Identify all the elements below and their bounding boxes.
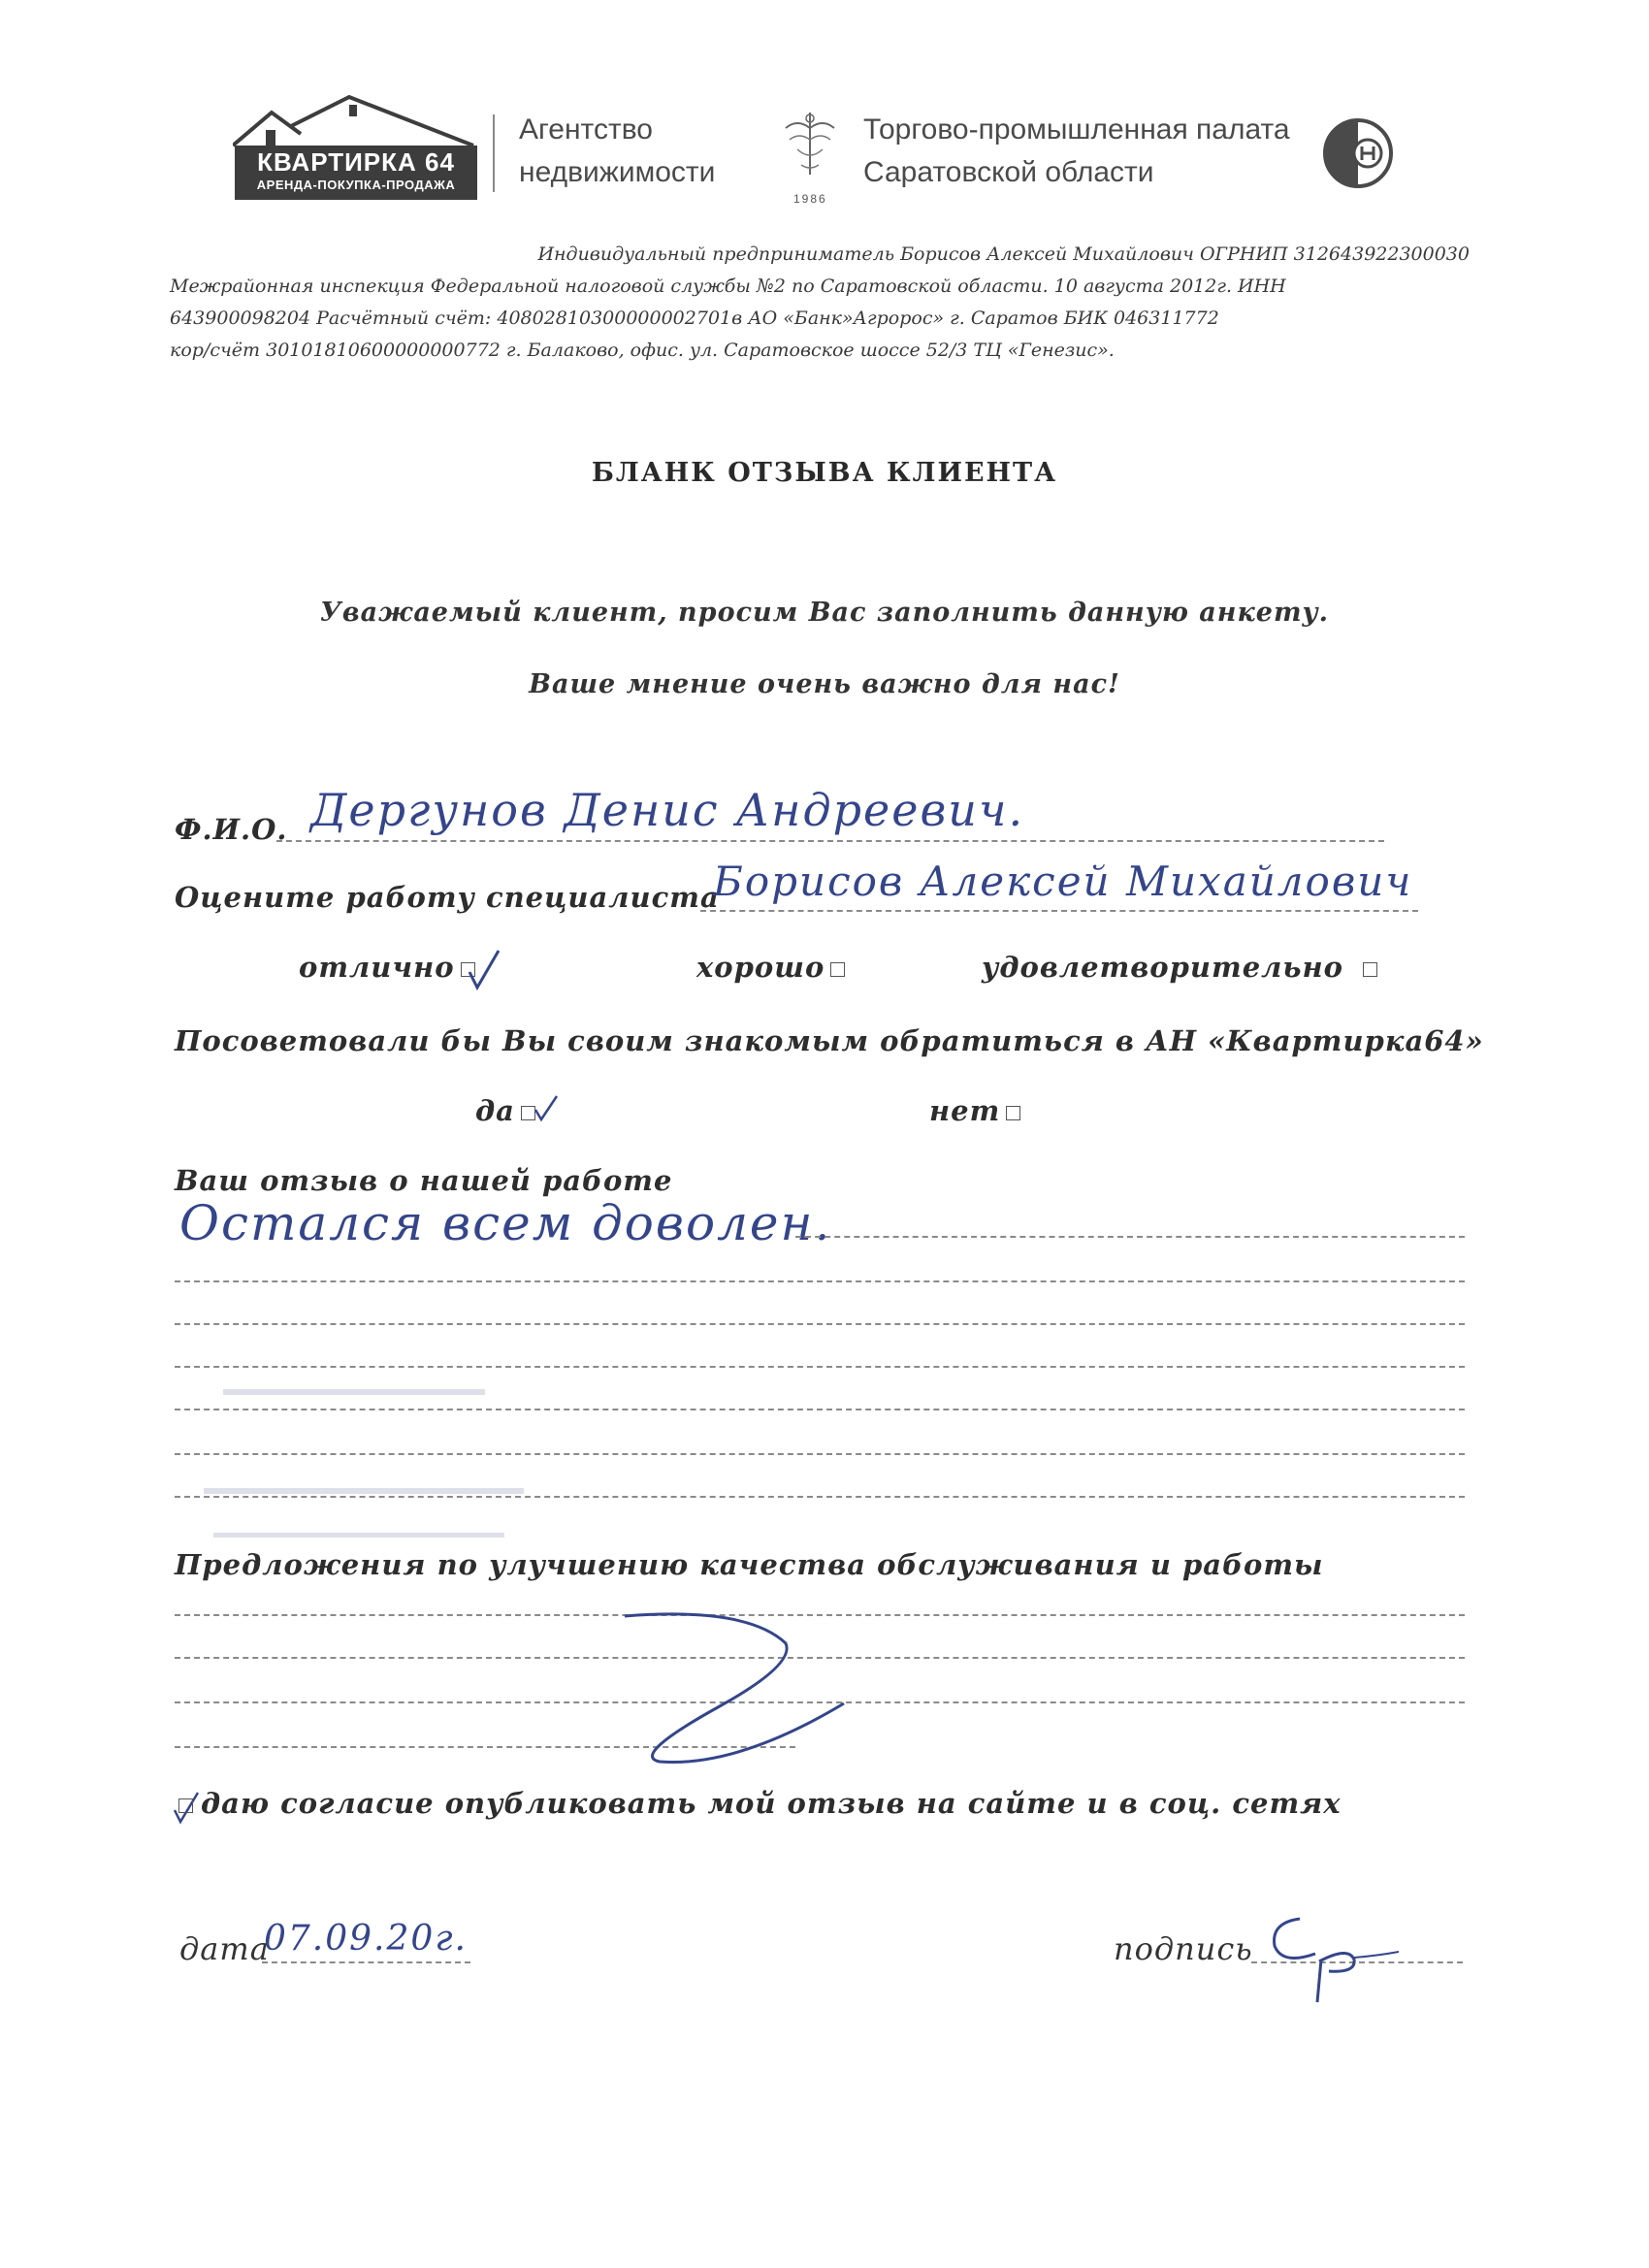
check-mark-icon bbox=[464, 949, 502, 991]
rate-option-good-label: хорошо bbox=[696, 951, 825, 984]
review-line-2 bbox=[175, 1280, 1465, 1282]
intro-line-1: Уважаемый клиент, просим Вас заполнить данную анкету. bbox=[319, 598, 1330, 628]
header-divider bbox=[493, 114, 495, 192]
date-label: дата bbox=[179, 1930, 270, 1967]
date-line bbox=[262, 1961, 470, 1963]
review-line-5 bbox=[175, 1409, 1465, 1410]
rate-line bbox=[700, 910, 1418, 912]
requisites-line-2: Межрайонная инспекция Федеральной налоговой службы №2 по Саратовской области. 10 августа 2012г. ИНН bbox=[170, 275, 1286, 297]
rate-option-satisfactory[interactable] bbox=[982, 951, 1377, 984]
check-mark-icon bbox=[532, 1094, 559, 1123]
rate-option-excellent[interactable] bbox=[299, 951, 475, 984]
signature-mark[interactable] bbox=[1261, 1901, 1406, 2008]
agency-line-2: недвижимости bbox=[519, 156, 716, 188]
recommend-option-yes[interactable] bbox=[475, 1094, 535, 1127]
chamber-name bbox=[863, 109, 1290, 194]
recommend-label: Посоветовали бы Вы своим знакомым обратиться в АН «Квартирка64» bbox=[175, 1024, 1484, 1057]
rate-label: Оцените работу специалиста bbox=[175, 881, 720, 914]
rate-option-satisfactory-checkbox[interactable] bbox=[1363, 962, 1377, 977]
bleed-through-smudge bbox=[204, 1488, 524, 1494]
consent-checkbox[interactable] bbox=[178, 1798, 193, 1813]
review-handwritten-value[interactable]: Остался всем доволен. bbox=[179, 1195, 832, 1251]
rate-handwritten-value[interactable]: Борисов Алексей Михайлович bbox=[713, 858, 1413, 905]
review-line-3 bbox=[175, 1323, 1465, 1325]
agency-name bbox=[519, 109, 715, 194]
review-line-4 bbox=[175, 1366, 1465, 1368]
strike-z-mark-icon bbox=[601, 1601, 863, 1775]
consent-checkbox-row[interactable] bbox=[178, 1787, 1342, 1820]
recommend-option-no[interactable] bbox=[929, 1094, 1020, 1127]
form-title: БЛАНК ОТЗЫВА КЛИЕНТА bbox=[591, 458, 1058, 488]
rate-option-good[interactable] bbox=[696, 951, 845, 984]
agency-line-1: Агентство bbox=[519, 113, 653, 146]
recommend-option-no-label: нет bbox=[929, 1094, 1001, 1127]
review-label: Ваш отзыв о нашей работе bbox=[175, 1164, 673, 1197]
review-line-1 bbox=[795, 1236, 1465, 1238]
signature-label: подпись bbox=[1114, 1930, 1253, 1967]
bleed-through-smudge bbox=[213, 1533, 504, 1538]
recommend-option-yes-label: да bbox=[475, 1094, 515, 1127]
requisites-line-3: 643900098204 Расчётный счёт: 40802810300000002701в АО «Банк»Агророс» г. Саратов БИК 046311772 bbox=[170, 308, 1219, 329]
chamber-year: 1986 bbox=[793, 192, 827, 206]
requisites bbox=[170, 239, 1470, 367]
review-line-6 bbox=[175, 1453, 1465, 1455]
intro-line-2: Ваше мнение очень важно для нас! bbox=[529, 669, 1120, 699]
letterhead bbox=[0, 0, 1649, 223]
chamber-line-1: Торгово-промышленная палата bbox=[863, 113, 1290, 146]
fio-line bbox=[276, 840, 1384, 842]
consent-label: даю согласие опубликовать мой отзыв на сайте и в соц. сетях bbox=[201, 1787, 1342, 1820]
chamber-emblem-icon bbox=[776, 107, 844, 194]
suggest-label: Предложения по улучшению качества обслуживания и работы bbox=[175, 1548, 1324, 1581]
review-line-7 bbox=[175, 1496, 1465, 1498]
chamber-line-2: Саратовской области bbox=[863, 156, 1154, 188]
rate-option-satisfactory-label: удовлетворительно bbox=[982, 951, 1343, 984]
rate-option-good-checkbox[interactable] bbox=[830, 962, 845, 977]
requisites-line-4: кор/счёт 30101810600000000772 г. Балаково, офис. ул. Саратовское шоссе 52/3 ТЦ «Генезис». bbox=[170, 340, 1115, 361]
house-roof-icon bbox=[233, 95, 475, 153]
recommend-option-no-checkbox[interactable] bbox=[1006, 1106, 1020, 1120]
fio-label: Ф.И.О. bbox=[175, 813, 288, 846]
logo-brand: КВАРТИРКА 64 bbox=[257, 147, 455, 177]
rate-option-excellent-label: отлично bbox=[299, 951, 455, 984]
chamber-seal-icon bbox=[1319, 114, 1397, 192]
logo-tagline: АРЕНДА-ПОКУПКА-ПРОДАЖА bbox=[256, 178, 456, 192]
bleed-through-smudge bbox=[223, 1389, 485, 1395]
requisites-line-1: Индивидуальный предприниматель Борисов Алексей Михайлович ОГРНИП 312643922300030 bbox=[537, 243, 1470, 265]
logo-plate bbox=[235, 146, 477, 200]
date-handwritten-value[interactable]: 07.09.20г. bbox=[264, 1919, 468, 1959]
fio-handwritten-value[interactable]: Дергунов Денис Андреевич. bbox=[310, 784, 1025, 836]
